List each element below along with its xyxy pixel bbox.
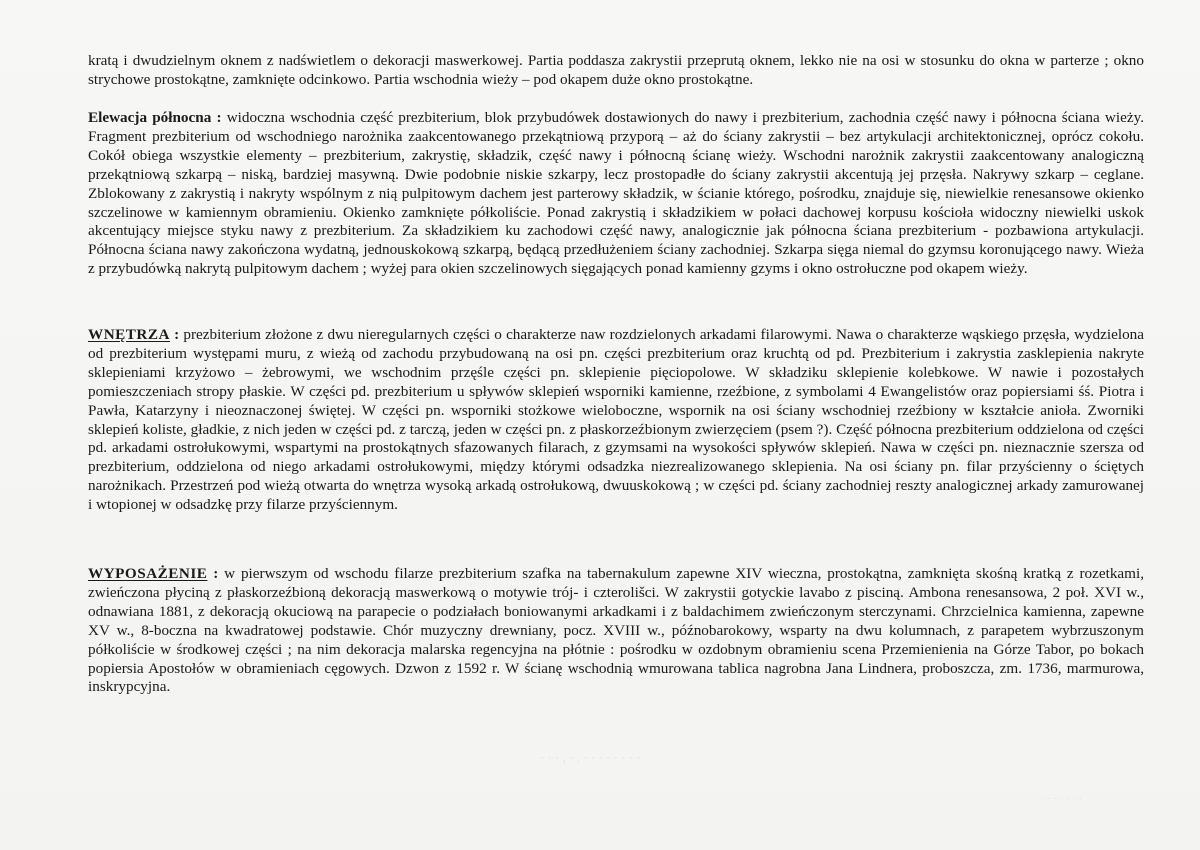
heading-furnishings: WYPOSAŻENIE: [88, 565, 208, 582]
bleed-through-marks: · · · , · . · · · · · · · ·: [540, 750, 641, 765]
paragraph-north-elevation: [88, 109, 1144, 279]
paragraph-interiors: [88, 326, 1144, 515]
paragraph-furnishings: [88, 565, 1144, 697]
paragraph-intro: [88, 52, 1144, 90]
heading-interiors-separator: :: [169, 326, 180, 343]
interiors-text: prezbiterium złożone z dwu nieregularnych części o charakterze naw rozdzielonych arkadami filarowymi. Nawa o charakterze wąskiego przęsła, wydzielona od prezbiterium występami muru, z wieżą od zachodu przybudowaną na osi pn. części prezbiterium oraz kruchtą od pd. Prezbiterium i zakrystia zasklepienia nakryte sklepieniami krzyżowo – żebrowymi, we wschodnim przęśle części pn. sklepienie pięciopolowe. W składziku sklepienie kolebkowe. W nawie i pozostałych pomieszczeniach stropy płaskie. W części pd. prezbiterium u spływów sklepień wsporniki kamienne, rzeźbione, z symbolami 4 Ewangelistów oraz popiersiami śś. Piotra i Pawła, Katarzyny i nieoznaczonej świętej. W części pn. wsporniki stożkowe wieloboczne, wspornik na osi ściany wschodniej rzeźbiony w kształcie anioła. Zworniki sklepień koliste, gładkie, z nich jeden w części pd. z tarczą, jeden w części pn. z płaskorzeźbionym zwierzęciem (psem ?). Część północna prezbiterium oddzielona od części pd. arkadami ostrołukowymi, wspartymi na prostokątnych sfazowanych filarach, z gzymsami na wysokości spływów sklepień. Nawa w części pn. nieznacznie szersza od prezbiterium, oddzielona od niego arkadami ostrołukowymi, między którymi odsadzka niezrealizowanego sklepienia. Na osi ściany pn. filar przyścienny o ściętych narożnikach. Przestrzeń pod wieżą otwarta do wnętrza wysoką arkadą ostrołukową, dwuuskokową ; w części pd. ściany zachodniej reszty analogicznej arkady zamurowanej i wtopionej w odsadzkę przy filarze przyściennym.: [88, 326, 1144, 514]
furnishings-text: w pierwszym od wschodu filarze prezbiterium szafka na tabernakulum zapewne XIV wieczna, prostokątna, zamknięta skośną kratką z rozetkami, zwieńczona płyciną z płaskorzeźbioną dekoracją maswerkową o motywie trój- i czterolišci. W zakrystii gotyckie lavabo z pisciną. Ambona renesansowa, 2 poł. XVI w., odnawiana 1881, z dekoracją okuciową na parapecie o podziałach boniowanymi arkadkami i z baldachimem zwieńczonym sterczynami. Chrzcielnica kamienna, zapewne XV w., 8-boczna na kwadratowej podstawie. Chór muzyczny drewniany, pocz. XVIII w., późnobarokowy, wsparty na dwu kolumnach, z parapetem wybrzuszonym półkoliście w środkowej części ; na nim dekoracja malarska regencyjna na płótnie : pośrodku w ozdobnym obramieniu scena Przemienienia na Górze Tabor, po bokach popiersia Apostołów w obramieniach cęgowych. Dzwon z 1592 r. W ścianę wschodnią wmurowana tablica nagrobna Jana Lindnera, proboszcza, zm. 1736, marmurowa, inskrypcyjna.: [88, 565, 1144, 696]
north-elevation-text: widoczna wschodnia część prezbiterium, blok przybudówek dostawionych do nawy i prezbiterium, zachodnia część nawy i północna ściana wieży. Fragment prezbiterium od wschodniego narożnika zaakcentowanego przekątniową przyporą – aż do ściany zakrystii – bez artykulacji architektonicznej, oprócz cokołu. Cokół obiega wszystkie elementy – prezbiterium, zakrystię, składzik, część nawy i północną ścianę wieży. Wschodni narożnik zakrystii zaakcentowany analogiczną przekątniową szkarpą – niską, bardziej masywną. Dwie podobnie niskie szkarpy, lecz prostopadłe do ściany zakrystii akcentują jej przęsła. Nakrywy szkarp – ceglane. Zblokowany z zakrystią i nakryty wspólnym z nią pulpitowym dachem jest parterowy składzik, w ścianie którego, pośrodku, znajduje się, niewielkie renesansowe okienko szczelinowe w kamiennym obramieniu. Okienko zamknięte półkoliście. Ponad zakrystią i składzikiem w połaci dachowej korpusu kościoła widoczny niewielki uskok akcentujący miejsce styku nawy z prezbiterium. Za składzikiem ku zachodowi część nawy, analogicznie jak północna ściana prezbiterium - pozbawiona artykulacji. Północna ściana nawy zakończona wydatną, jednouskokową szkarpą, będącą przedłużeniem ściany zachodniej. Szkarpa sięga niemal do gzymsu koronującego nawy. Wieża z przybudówką nakrytą pulpitowym dachem ; wyżej para okien szczelinowych sięgających ponad kamienny gzyms i okno ostrołuczne pod okapem wieży.: [88, 109, 1144, 278]
heading-north-elevation: Elewacja północna :: [88, 109, 222, 126]
bleed-through-marks-corner: · · · · · · ·: [1040, 793, 1083, 805]
intro-text: kratą i dwudzielnym oknem z nadświetlem o dekoracji maswerkowej. Partia poddasza zakrystii przeprutą oknem, lekko nie na osi w stosunku do okna w parterze ; okno strychowe prostokątne, zamknięte odcinkowo. Partia wschodnia wieży – pod okapem duże okno prostokątne.: [88, 52, 1144, 88]
heading-furnishings-separator: :: [207, 565, 219, 582]
heading-interiors: WNĘTRZA: [88, 326, 170, 343]
